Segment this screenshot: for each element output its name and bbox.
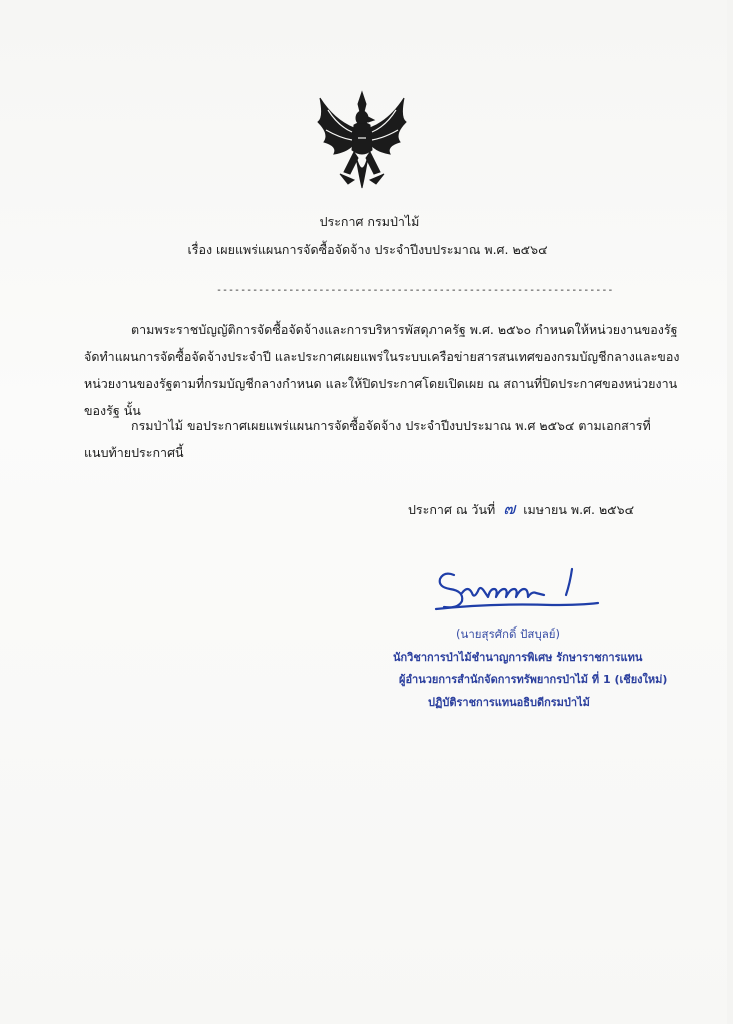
paragraph-line: แนบท้ายประกาศนี้ [84, 445, 184, 460]
date-prefix: ประกาศ ณ วันที่ [408, 502, 496, 517]
signatory-title-3: ปฏิบัติราชการแทนอธิบดีกรมป่าไม้ [428, 696, 590, 709]
signatory-name: (นายสุรศักดิ์ ปัสบุลย์) [456, 627, 561, 641]
handwritten-signature [432, 563, 602, 613]
paragraph-line: ตามพระราชบัญญัติการจัดซื้อจัดจ้างและการบริหารพัสดุภาครัฐ พ.ศ. ๒๕๖๐ กำหนดให้หน่วยงานของรัฐ [131, 322, 678, 337]
announcement-header: ประกาศ กรมป่าไม้ [319, 214, 420, 229]
garuda-emblem-icon [314, 90, 410, 196]
date-day: ๗ [503, 499, 516, 518]
separator-line: ------------------------------------------------------------------ [216, 285, 614, 296]
body-paragraph-2 [84, 412, 674, 466]
body-paragraph-1 [84, 316, 680, 424]
announcement-date [408, 500, 634, 519]
signatory-title-1: นักวิชาการป่าไม้ชำนาญการพิเศษ รักษาราชการแทน [393, 651, 643, 664]
paragraph-line: กรมป่าไม้ ขอประกาศเผยแพร่แผนการจัดซื้อจัดจ้าง ประจำปีงบประมาณ พ.ศ ๒๕๖๔ ตามเอกสารที่ [131, 418, 651, 433]
date-suffix: เมษายน พ.ศ. ๒๕๖๔ [523, 502, 635, 517]
paragraph-line: ของรัฐ นั้น [84, 403, 141, 418]
paragraph-line: หน่วยงานของรัฐตามที่กรมบัญชีกลางกำหนด และให้ปิดประกาศโดยเปิดเผย ณ สถานที่ปิดประกาศของหน่วยงาน [84, 376, 678, 391]
paragraph-line: จัดทำแผนการจัดซื้อจัดจ้างประจำปี และประกาศเผยแพร่ในระบบเครือข่ายสารสนเทศของกรมบัญชีกลางและของ [84, 349, 680, 364]
announcement-subject: เรื่อง เผยแพร่แผนการจัดซื้อจัดจ้าง ประจำปีงบประมาณ พ.ศ. ๒๕๖๔ [187, 242, 548, 257]
signatory-title-2: ผู้อำนวยการสำนักจัดการทรัพยากรป่าไม้ ที่ 1 (เชียงใหม่) [399, 673, 668, 686]
